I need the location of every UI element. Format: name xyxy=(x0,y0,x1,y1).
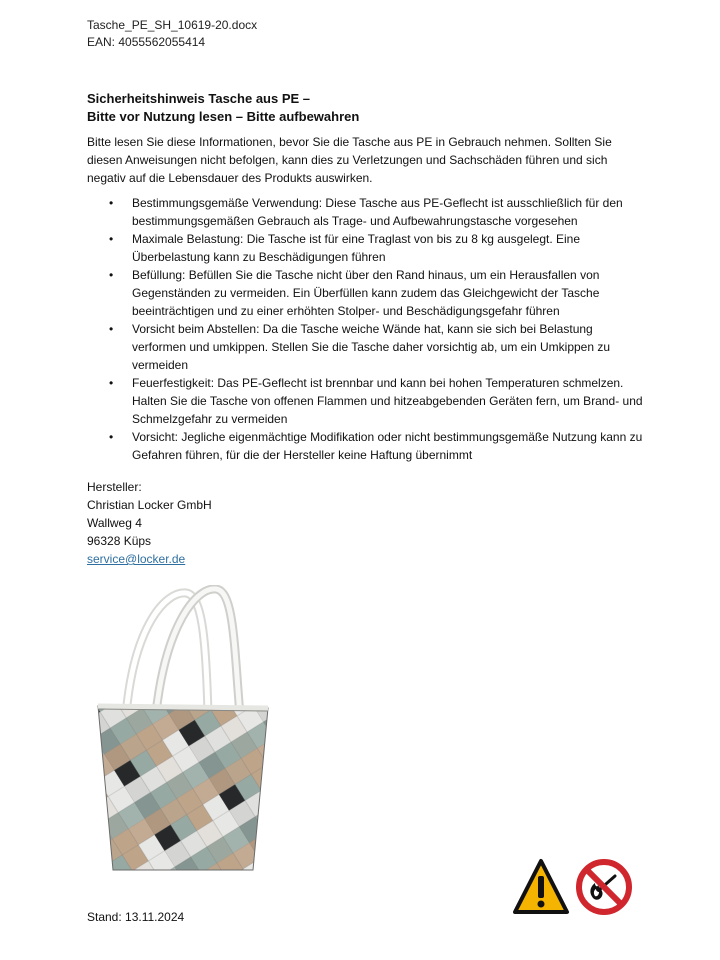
title-line-1: Sicherheitshinweis Tasche aus PE – xyxy=(87,91,311,106)
manufacturer-email-link[interactable]: service@locker.de xyxy=(87,552,186,566)
ean-number: EAN: 4055562055414 xyxy=(87,35,206,49)
safety-list xyxy=(87,194,647,464)
manufacturer-label: Hersteller: xyxy=(87,480,142,494)
document-header xyxy=(87,17,257,51)
list-item: • Feuerfestigkeit: Das PE-Geflecht ist brennbar und kann bei hohen Temperaturen schmelzen. Halten Sie die Tasche von offenen Flammen und hitzeabgebenden Geräten fern, um Brand- und Schmelzgefahr zu vermeiden xyxy=(87,374,647,428)
no-open-flame-icon xyxy=(575,858,633,916)
page-title xyxy=(87,90,359,126)
list-item: • Bestimmungsgemäße Verwendung: Diese Tasche aus PE-Geflecht ist ausschließlich für den bestimmungsgemäßen Gebrauch als Trage- und Aufbewahrungstasche vorgesehen xyxy=(87,194,647,230)
manufacturer-street: Wallweg 4 xyxy=(87,516,142,530)
list-item: • Maximale Belastung: Die Tasche ist für eine Traglast von bis zu 8 kg ausgelegt. Eine Überbelastung kann zu Beschädigungen führen xyxy=(87,230,647,266)
manufacturer-block xyxy=(87,478,212,568)
title-line-2: Bitte vor Nutzung lesen – Bitte aufbewahren xyxy=(87,109,360,124)
list-item: • Vorsicht: Jegliche eigenmächtige Modifikation oder nicht bestimmungsgemäße Nutzung kann zu Gefahren führen, für die der Hersteller keine Haftung übernimmt xyxy=(87,428,647,464)
list-item: • Befüllung: Befüllen Sie die Tasche nicht über den Rand hinaus, um ein Herausfallen von Gegenständen zu vermeiden. Ein Überfüllen kann zudem das Gleichgewicht der Tasche beeinträchtigen und zu einer erhöhten Stolper- und Beschädigungsgefahr führen xyxy=(87,266,647,320)
warning-triangle-icon xyxy=(512,858,570,916)
stand-date: Stand: 13.11.2024 xyxy=(87,910,185,924)
intro-paragraph: Bitte lesen Sie diese Informationen, bevor Sie die Tasche aus PE in Gebrauch nehmen. Sollten Sie diesen Anweisungen nicht befolgen, kann dies zu Verletzungen und Sachschäden führen und sich negativ auf die Lebensdauer des Produkts auswirken. xyxy=(87,135,612,185)
document-filename: Tasche_PE_SH_10619-20.docx xyxy=(87,18,258,32)
bag-image xyxy=(88,585,273,875)
manufacturer-city: 96328 Küps xyxy=(87,534,152,548)
list-item: • Vorsicht beim Abstellen: Da die Tasche weiche Wände hat, kann sie sich bei Belastung verformen und umkippen. Stellen Sie die Tasche daher vorsichtig ab, um ein Umkippen zu vermeiden xyxy=(87,320,647,374)
manufacturer-company: Christian Locker GmbH xyxy=(87,498,212,512)
